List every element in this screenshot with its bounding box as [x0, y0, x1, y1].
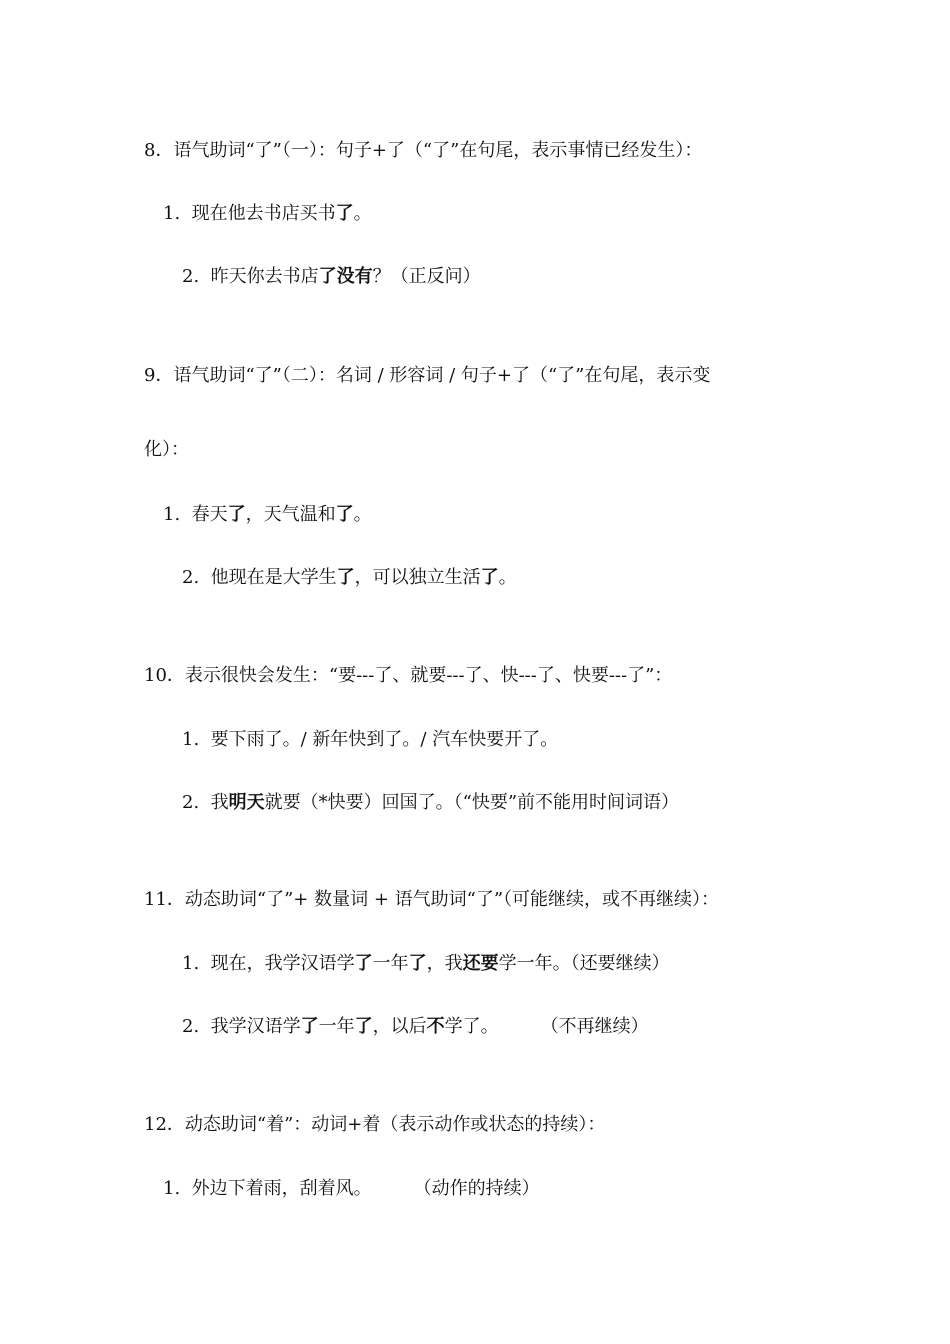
item-number: 2. [182, 266, 200, 287]
item-text: （不再继续） [540, 1016, 649, 1037]
item-text: 一年 [318, 1016, 355, 1037]
item-number: 1. [163, 504, 181, 525]
item-text: ？（正反问） [372, 266, 481, 287]
item-text: 要下雨了。/ 新年快到了。/ 汽车快要开了。 [210, 729, 559, 750]
item-text-bold: 还要 [462, 953, 499, 974]
item-text: （动作的持续） [413, 1178, 540, 1199]
section-10-item-1 [182, 728, 558, 752]
item-text: ，以后 [372, 1016, 427, 1037]
section-11-item-1 [182, 952, 670, 976]
section-9-heading-continued: 化）： [144, 439, 189, 460]
item-number: 1. [163, 1178, 181, 1199]
item-text-bold: 了 [354, 953, 373, 974]
item-text: 昨天你去书店 [210, 266, 319, 287]
item-text: 外边下着雨，刮着风。 [191, 1178, 372, 1199]
section-8-item-1 [163, 202, 372, 226]
item-text: 春天 [191, 504, 228, 525]
item-text-bold: 不 [426, 1016, 445, 1037]
item-text-bold: 了 [335, 504, 354, 525]
item-text: ，我 [426, 953, 463, 974]
item-text: 我 [210, 792, 229, 813]
section-9-item-2 [182, 566, 517, 590]
item-number: 2. [182, 1016, 200, 1037]
item-text: 。 [353, 203, 372, 224]
section-10-item-2 [182, 791, 679, 815]
item-text: ，可以独立生活 [354, 567, 481, 588]
item-text: 现在，我学汉语学 [210, 953, 355, 974]
section-12-item-1 [163, 1177, 540, 1201]
item-text-bold: 了 [408, 953, 427, 974]
item-text: 一年 [372, 953, 409, 974]
item-text-bold: 了 [300, 1016, 319, 1037]
item-text-bold: 了 [480, 567, 499, 588]
item-text-bold: 了 [354, 1016, 373, 1037]
section-11-heading: 11．动态助词“了”+ 数量词 + 语气助词“了”（可能继续，或不再继续）： [144, 889, 720, 910]
section-11-item-2 [182, 1015, 649, 1039]
item-text: 我学汉语学 [210, 1016, 301, 1037]
item-text: 现在他去书店买书 [191, 203, 336, 224]
item-text: 学了。 [444, 1016, 499, 1037]
section-8-item-2 [182, 265, 481, 289]
section-10-heading: 10．表示很快会发生：“要---了、就要---了、快---了、快要---了”： [144, 665, 673, 686]
item-number: 1. [163, 203, 181, 224]
item-text-bold: 明天 [228, 792, 265, 813]
section-8-heading: 8．语气助词“了”（一）：句子+了（“了”在句尾，表示事情已经发生）： [144, 140, 703, 161]
item-text: 就要（*快要）回国了。（“快要”前不能用时间词语） [264, 792, 680, 813]
item-number: 2. [182, 567, 200, 588]
item-text: 。 [353, 504, 372, 525]
item-text: ，天气温和 [245, 504, 336, 525]
item-text: 他现在是大学生 [210, 567, 337, 588]
section-9-item-1 [163, 503, 372, 527]
item-text: 学一年。（还要继续） [498, 953, 670, 974]
item-number: 2. [182, 792, 200, 813]
item-text-bold: 了 [336, 567, 355, 588]
item-text-bold: 了 [227, 504, 246, 525]
item-text-bold: 了没有 [318, 266, 373, 287]
item-text: 。 [498, 567, 517, 588]
item-number: 1. [182, 953, 200, 974]
section-9-heading: 9．语气助词“了”（二）：名词 / 形容词 / 句子+了（“了”在句尾，表示变 [144, 365, 711, 386]
item-number: 1. [182, 729, 200, 750]
item-text-bold: 了 [335, 203, 354, 224]
section-12-heading: 12．动态助词“着”：动词+着（表示动作或状态的持续）： [144, 1114, 606, 1135]
